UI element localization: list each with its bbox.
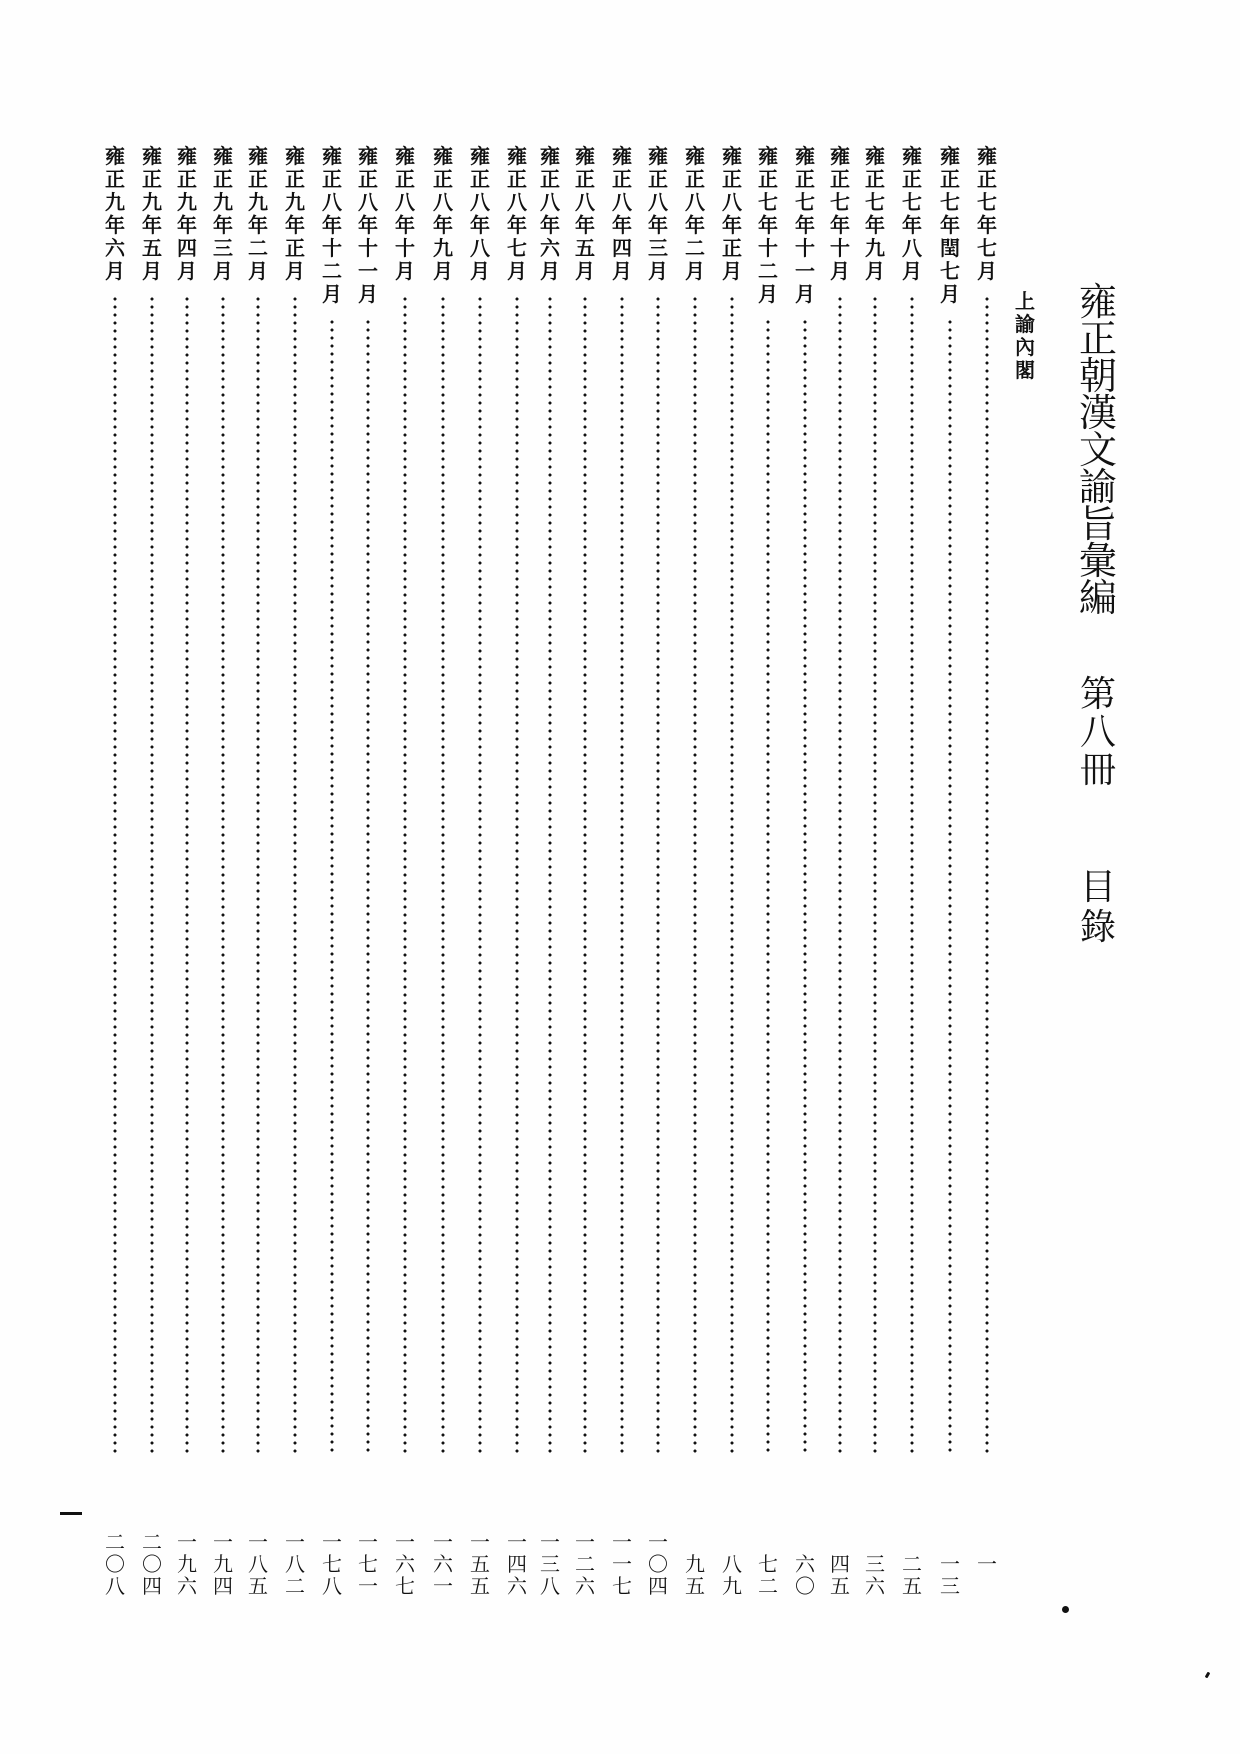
entry-label: 雍 正 九 年 六 月	[105, 144, 125, 283]
dot-leader	[221, 295, 225, 1455]
dot-leader	[948, 318, 952, 1455]
entry-page-number: 七 二	[758, 1552, 778, 1598]
entry-label: 雍 正 八 年 二 月	[685, 144, 705, 283]
toc-entry[interactable]	[975, 145, 999, 1605]
toc-entry[interactable]	[610, 145, 634, 1605]
book-title: 雍 正 朝 漢 文 諭 旨 彙 編	[1078, 280, 1117, 620]
entry-label: 雍 正 八 年 六 月	[540, 144, 560, 283]
dot-leader	[113, 295, 117, 1455]
entry-label: 雍 正 七 年 十 二 月	[758, 144, 778, 306]
toc-entry[interactable]	[283, 145, 307, 1605]
entry-label: 雍 正 八 年 四 月	[612, 144, 632, 283]
toc-entry[interactable]	[246, 145, 270, 1605]
entry-label: 雍 正 八 年 七 月	[507, 144, 527, 283]
entry-page-number: 一 八 五	[248, 1530, 268, 1598]
entry-page-number: 四 五	[830, 1552, 850, 1598]
entry-page-number: 一 五 五	[470, 1530, 490, 1598]
dot-leader	[620, 295, 624, 1455]
dot-leader	[873, 295, 877, 1455]
dot-leader	[330, 318, 334, 1455]
entry-label: 雍 正 八 年 十 一 月	[358, 144, 378, 306]
entry-page-number: 一 六 一	[433, 1530, 453, 1598]
section-heading: 上 諭 內 閣	[1015, 289, 1035, 382]
entry-label: 雍 正 八 年 正 月	[722, 144, 742, 283]
entry-page-number: 一 九 四	[213, 1530, 233, 1598]
entry-page-number: 三 六	[865, 1552, 885, 1598]
dot-leader	[656, 295, 660, 1455]
toc-entry[interactable]	[393, 145, 417, 1605]
toc-entry[interactable]	[103, 145, 127, 1605]
volume-number: 第 八 冊	[1079, 674, 1116, 791]
entry-page-number: 一 七 八	[322, 1530, 342, 1598]
toc-entry[interactable]	[720, 145, 744, 1605]
entry-page-number: 一 七 一	[358, 1530, 378, 1598]
entry-label: 雍 正 八 年 八 月	[470, 144, 490, 283]
entry-label: 雍 正 七 年 七 月	[977, 144, 997, 283]
entry-label: 雍 正 七 年 十 一 月	[795, 144, 815, 306]
entry-page-number: 二 五	[902, 1552, 922, 1598]
entry-page-number: 一 一 七	[612, 1530, 632, 1598]
entry-label: 雍 正 八 年 五 月	[575, 144, 595, 283]
entry-label: 雍 正 八 年 十 月	[395, 144, 415, 283]
entry-page-number: 二 〇 八	[105, 1530, 125, 1598]
entry-label: 雍 正 九 年 二 月	[248, 144, 268, 283]
toc-entry[interactable]	[646, 145, 670, 1605]
toc-entry[interactable]	[356, 145, 380, 1605]
dot-leader	[803, 318, 807, 1455]
entry-page-number: 一	[977, 1552, 997, 1576]
toc-entry[interactable]	[175, 145, 199, 1605]
toc-entry[interactable]	[320, 145, 344, 1605]
entry-label: 雍 正 七 年 九 月	[865, 144, 885, 283]
dot-leader	[256, 295, 260, 1455]
entry-label: 雍 正 九 年 正 月	[285, 144, 305, 283]
dot-leader	[150, 295, 154, 1455]
toc-entry[interactable]	[431, 145, 455, 1605]
toc-entry[interactable]	[756, 145, 780, 1605]
dot-leader	[478, 295, 482, 1455]
entry-label: 雍 正 七 年 閏 七 月	[940, 144, 960, 306]
entry-label: 雍 正 七 年 十 月	[830, 144, 850, 283]
toc-entry[interactable]	[505, 145, 529, 1605]
scan-speck	[1205, 1672, 1211, 1679]
entry-label: 雍 正 九 年 三 月	[213, 144, 233, 283]
dot-leader	[693, 295, 697, 1455]
dot-leader	[515, 295, 519, 1455]
entry-page-number: 九 五	[685, 1552, 705, 1598]
dot-leader	[548, 295, 552, 1455]
entry-page-number: 一 八 二	[285, 1530, 305, 1598]
entry-page-number: 六 〇	[795, 1552, 815, 1598]
toc-entry[interactable]	[863, 145, 887, 1605]
dot-leader	[441, 295, 445, 1455]
entry-page-number: 一 六 七	[395, 1530, 415, 1598]
entry-label: 雍 正 八 年 三 月	[648, 144, 668, 283]
toc-entry[interactable]	[538, 145, 562, 1605]
toc-entry[interactable]	[938, 145, 962, 1605]
toc-entry[interactable]	[683, 145, 707, 1605]
toc-entry[interactable]	[140, 145, 164, 1605]
dot-leader	[293, 295, 297, 1455]
toc-heading: 目 錄	[1079, 867, 1116, 948]
dot-leader	[403, 295, 407, 1455]
dot-leader	[766, 318, 770, 1455]
entry-page-number: 一 二 六	[575, 1530, 595, 1598]
toc-entry[interactable]	[573, 145, 597, 1605]
toc-entry[interactable]	[468, 145, 492, 1605]
dot-leader	[185, 295, 189, 1455]
dot-leader	[730, 295, 734, 1455]
dot-leader	[985, 295, 989, 1455]
entry-label: 雍 正 八 年 十 二 月	[322, 144, 342, 306]
entry-page-number: 一 三 八	[540, 1530, 560, 1598]
entry-label: 雍 正 七 年 八 月	[902, 144, 922, 283]
toc-entry[interactable]	[828, 145, 852, 1605]
dot-leader	[838, 295, 842, 1455]
dot-leader	[583, 295, 587, 1455]
entry-page-number: 八 九	[722, 1552, 742, 1598]
margin-mark	[60, 1512, 82, 1515]
entry-page-number: 一 九 六	[177, 1530, 197, 1598]
dot-leader	[910, 295, 914, 1455]
entry-page-number: 二 〇 四	[142, 1530, 162, 1598]
toc-entry[interactable]	[900, 145, 924, 1605]
toc-entry[interactable]	[211, 145, 235, 1605]
entry-page-number: 一 〇 四	[648, 1530, 668, 1598]
dot-leader	[366, 318, 370, 1455]
entry-label: 雍 正 八 年 九 月	[433, 144, 453, 283]
entry-page-number: 一 四 六	[507, 1530, 527, 1598]
entry-page-number: 一 三	[940, 1552, 960, 1598]
scan-speck	[1062, 1606, 1069, 1613]
entry-label: 雍 正 九 年 五 月	[142, 144, 162, 283]
entry-label: 雍 正 九 年 四 月	[177, 144, 197, 283]
toc-entry[interactable]	[793, 145, 817, 1605]
